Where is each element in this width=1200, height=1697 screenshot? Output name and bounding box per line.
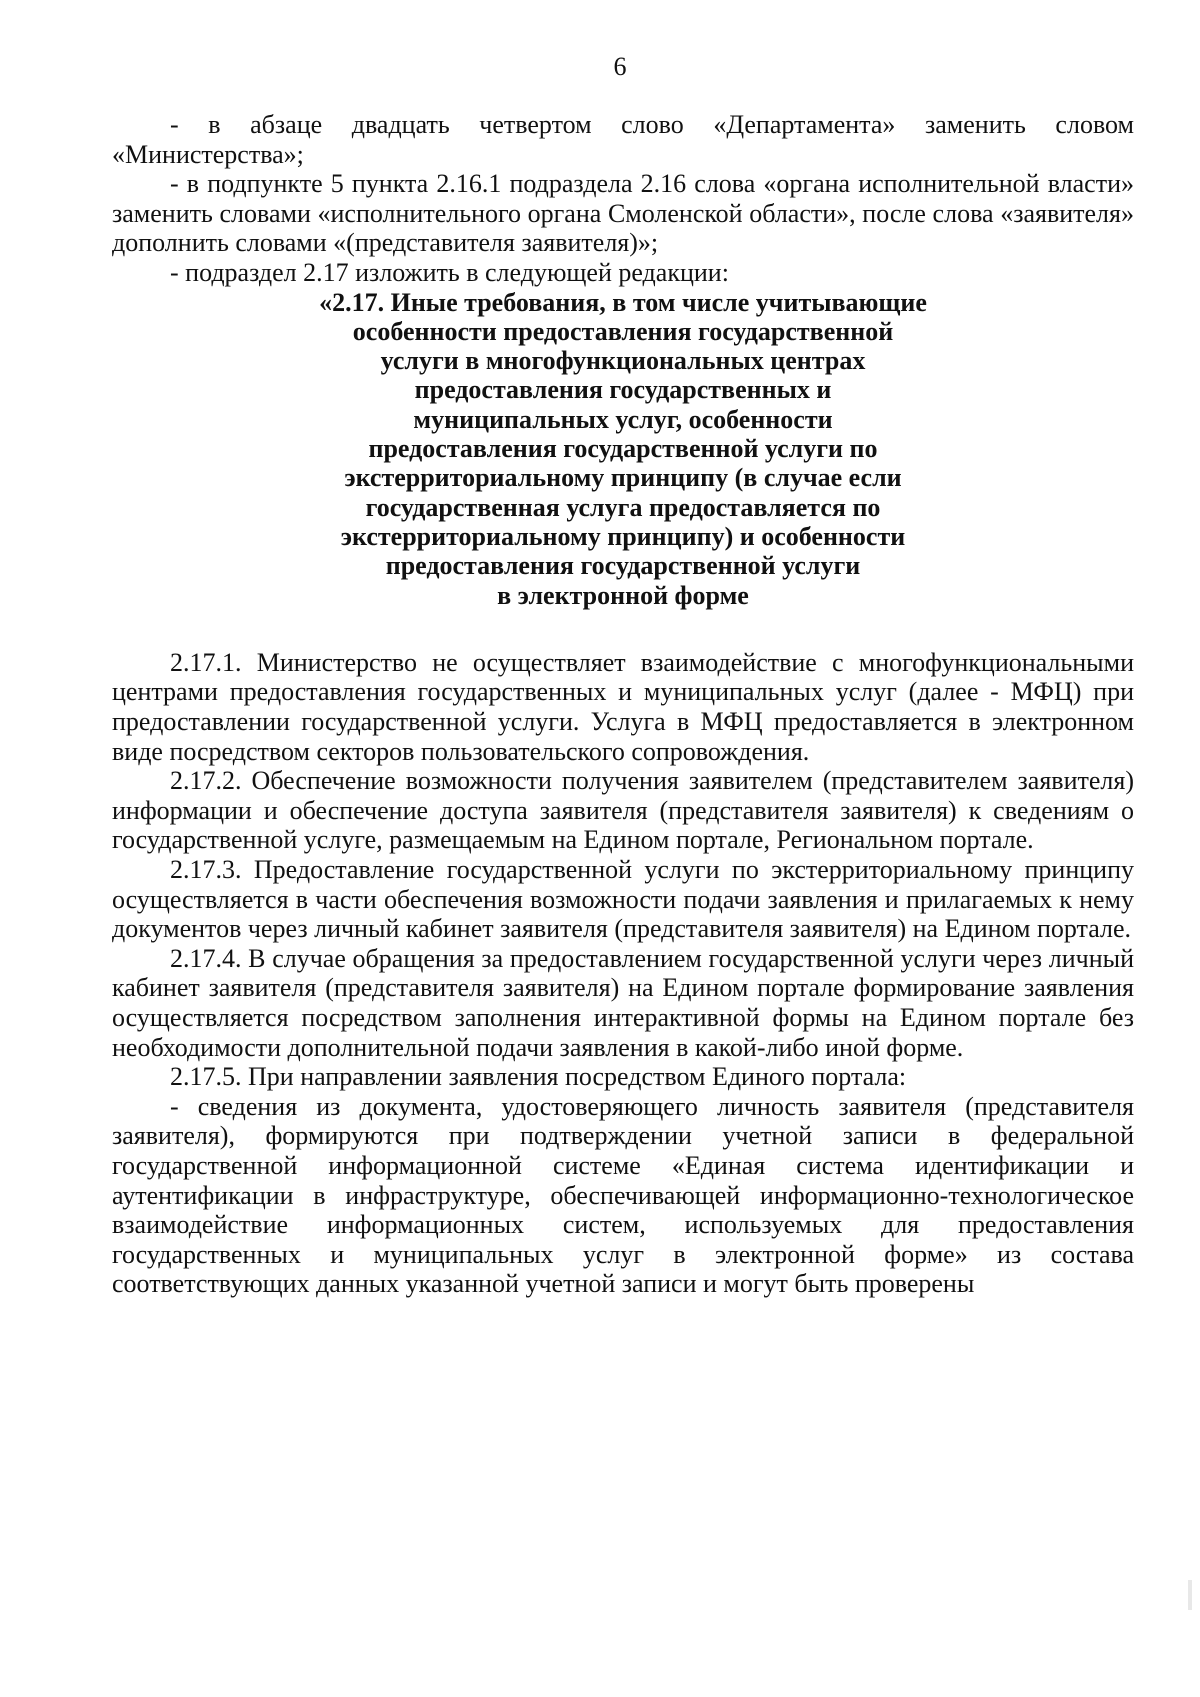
- heading-line: государственная услуга предоставляется по: [365, 492, 881, 522]
- section-heading: [112, 288, 1134, 610]
- paragraph-2-17-2: 2.17.2. Обеспечение возможности получения заявителем (представителем заявителя) информации и обеспечение доступа заявителя (представителя заявителя) к сведениям о государственной услуге, размещаемым на Едином портале, Региональном портале.: [112, 766, 1134, 855]
- heading-line: «2.17. Иные требования, в том числе учитывающие: [319, 287, 927, 317]
- paragraph-2-17-1: 2.17.1. Министерство не осуществляет взаимодействие с многофункциональными центрами предоставления государственных и муниципальных услуг (далее - МФЦ) при предоставлении государственной услуги. Услуга в МФЦ предоставляется в электронном виде посредством секторов пользовательского сопровождения.: [112, 647, 1134, 766]
- page-number: 6: [613, 52, 627, 81]
- heading-line: особенности предоставления государственной: [352, 316, 894, 346]
- document-body: [112, 110, 1134, 1299]
- paragraph-amend-abzac: - в абзаце двадцать четвертом слово «Департамента» заменить словом «Министерства»;: [112, 110, 1134, 169]
- heading-line: в электронной форме: [497, 580, 749, 610]
- scan-edge-mark: [1188, 1580, 1192, 1610]
- heading-line: экстерриториальному принципу (в случае если: [344, 463, 902, 493]
- section-gap: [112, 610, 1134, 648]
- paragraph-2-17-3: 2.17.3. Предоставление государственной услуги по экстерриториальному принципу осуществляется в части обеспечения возможности подачи заявления и прилагаемых к нему документов через личный кабинет заявителя (представителя заявителя) на Едином портале.: [112, 854, 1134, 944]
- paragraph-identity-data: - сведения из документа, удостоверяющего личность заявителя (представителя заявителя), формируются при подтверждении учетной записи в федеральной государственной информационной системе «Единая система идентификации и аутентификации в инфраструктуре, обеспечивающей информационно-технологическое взаимодействие информационных систем, используемых для предоставления государственных и муниципальных услуг в электронной форме» из состава соответствующих данных указанной учетной записи и могут быть проверены: [112, 1091, 1134, 1299]
- heading-line: предоставления государственной услуги по: [368, 434, 878, 464]
- paragraph-amend-subpoint: - в подпункте 5 пункта 2.16.1 подраздела 2.16 слова «органа исполнительной власти» заменить словами «исполнительного органа Смоленской области», после слова «заявителя» дополнить словами «(представителя заявителя)»;: [112, 169, 1134, 258]
- heading-line: экстерриториальному принципу) и особенности: [340, 521, 906, 551]
- heading-line: услуги в многофункциональных центрах: [380, 346, 866, 376]
- heading-line: предоставления государственных и: [414, 375, 832, 405]
- paragraph-amend-subsection: - подраздел 2.17 изложить в следующей редакции:: [170, 257, 729, 287]
- heading-line: муниципальных услуг, особенности: [413, 404, 833, 434]
- paragraph-2-17-5: 2.17.5. При направлении заявления посредством Единого портала:: [170, 1062, 907, 1092]
- heading-line: предоставления государственной услуги: [385, 551, 861, 581]
- paragraph-2-17-4: 2.17.4. В случае обращения за предоставлением государственной услуги через личный кабинет заявителя (представителя заявителя) на Едином портале формирование заявления осуществляется посредством заполнения интерактивной формы на Едином портале без необходимости дополнительной подачи заявления в какой-либо иной форме.: [112, 943, 1134, 1062]
